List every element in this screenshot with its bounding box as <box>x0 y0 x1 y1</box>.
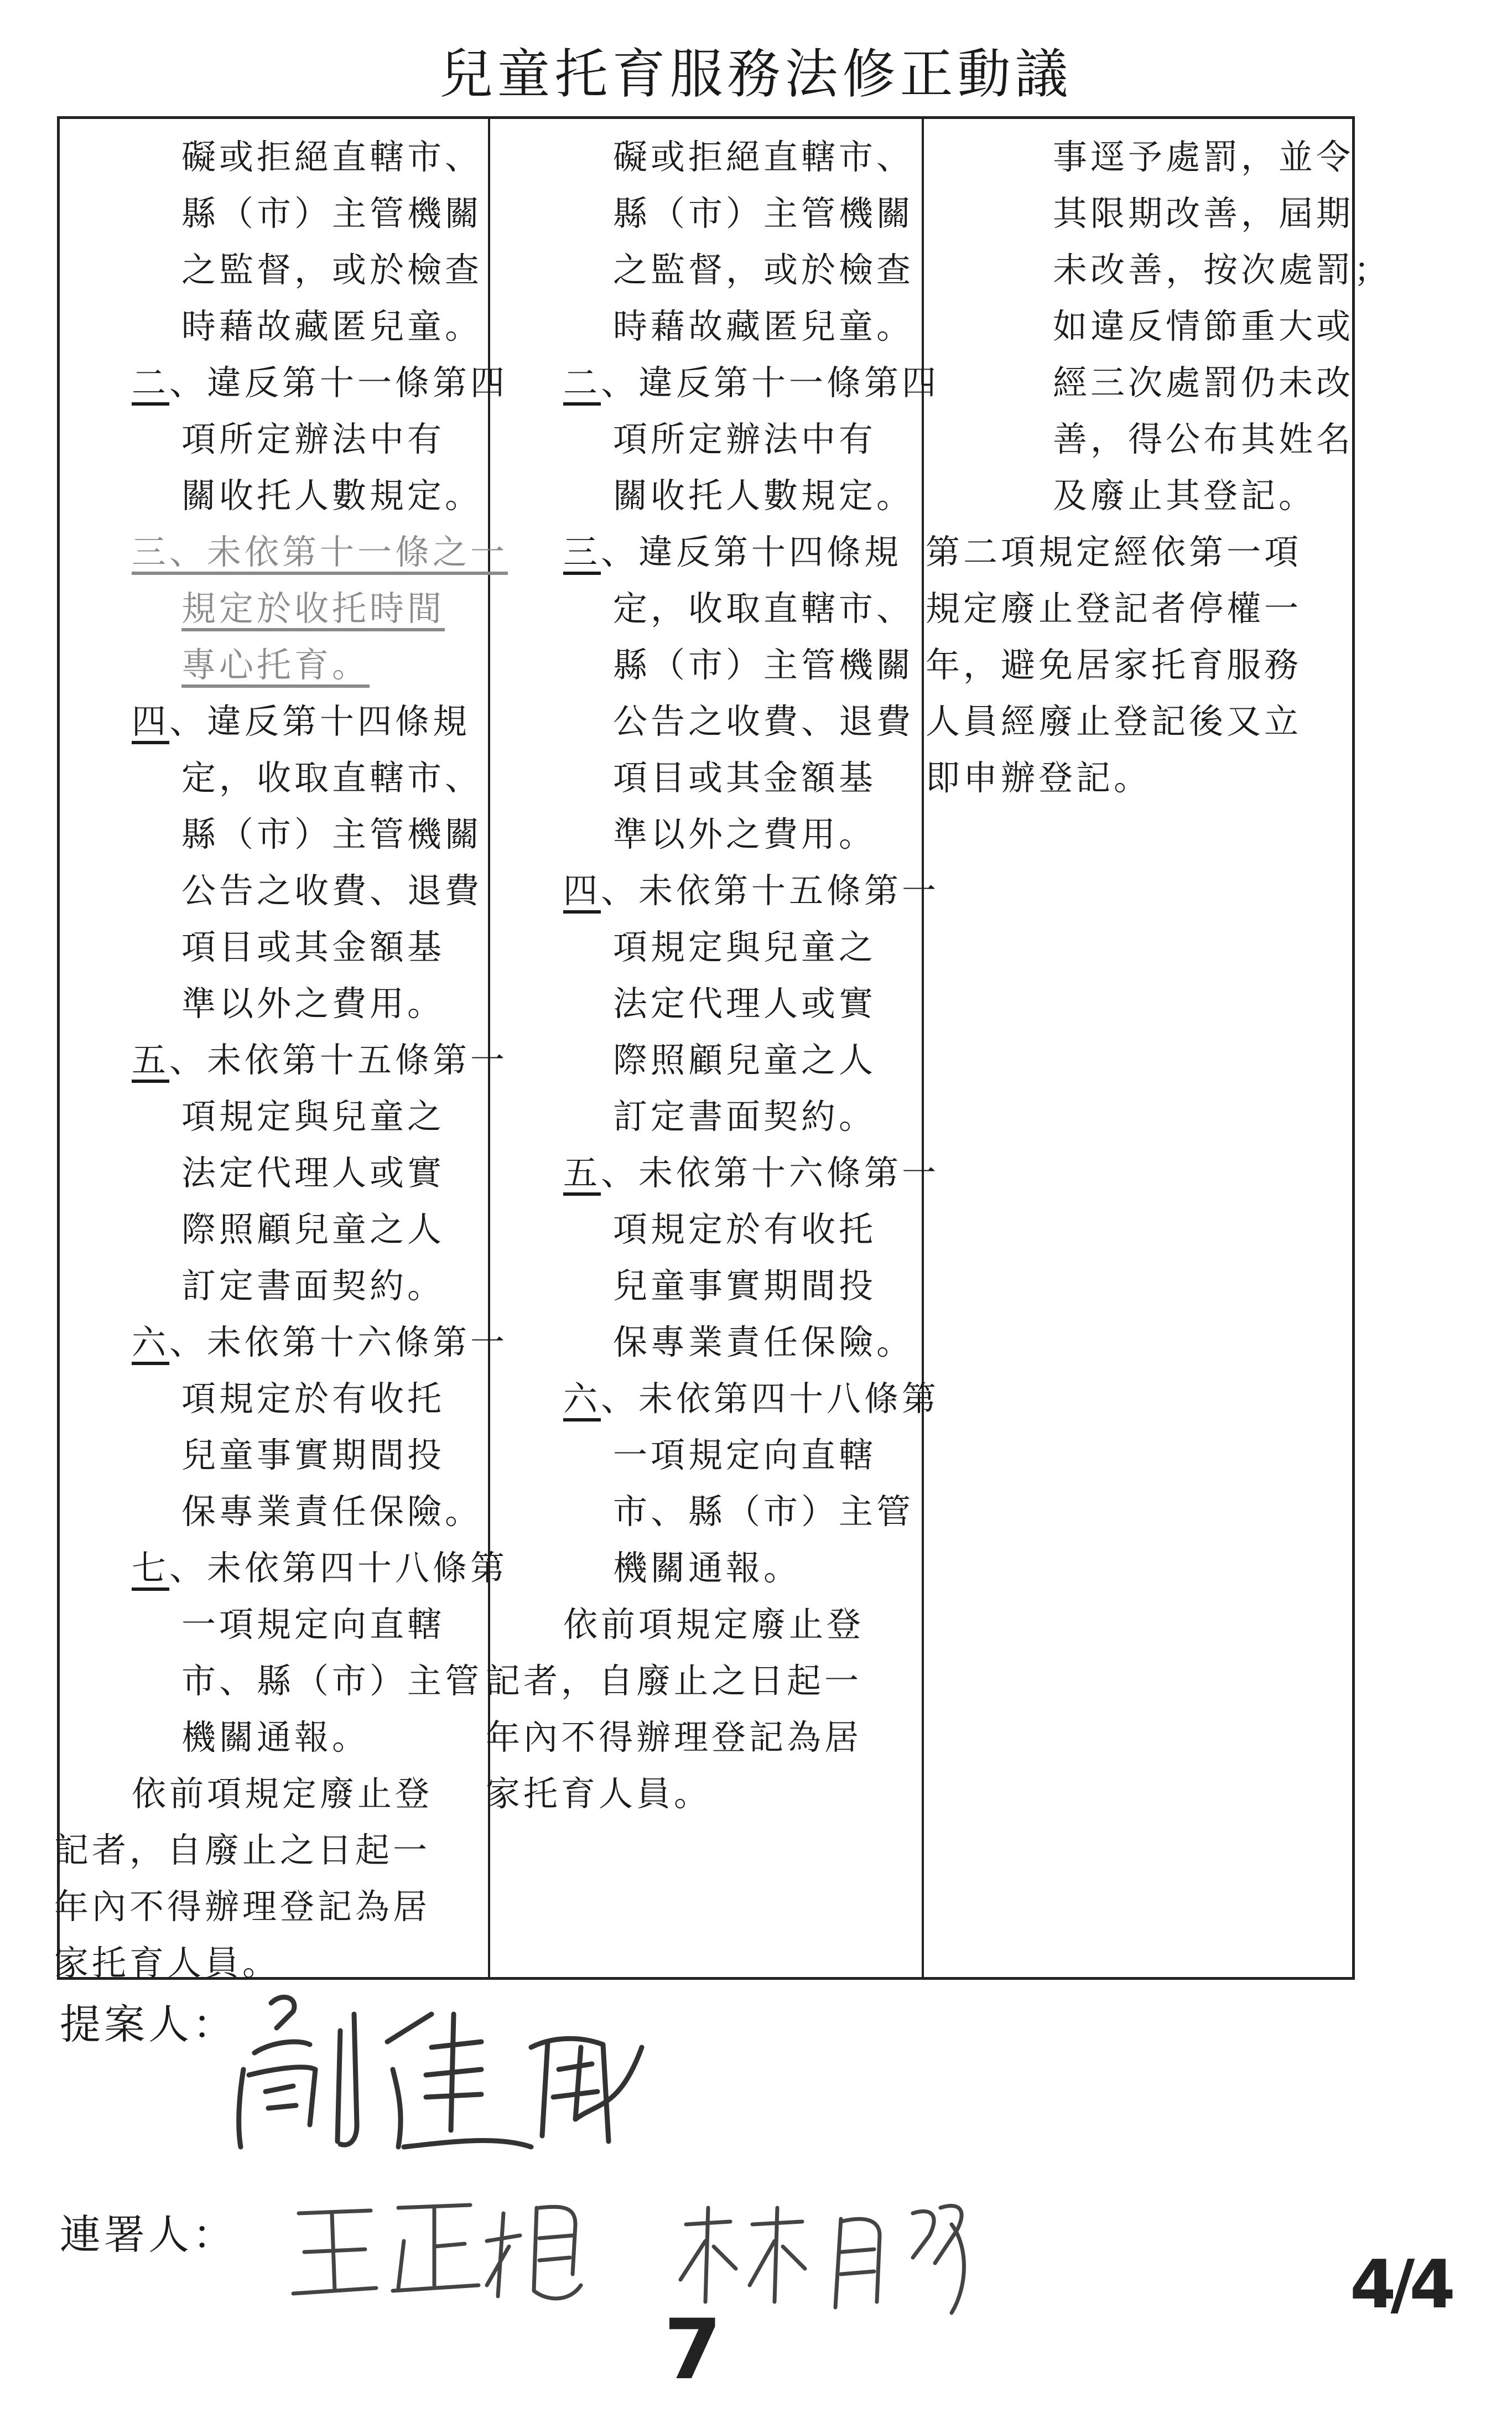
table-line <box>486 185 917 242</box>
table-line <box>486 468 917 524</box>
table-line <box>486 1088 917 1145</box>
table-line <box>54 242 486 298</box>
line-text: 之監督，或於檢查 <box>181 250 483 290</box>
item-number: 六 <box>132 1322 170 1362</box>
line-text: 際照顧兒童之人 <box>181 1209 445 1249</box>
table-line <box>486 637 917 693</box>
amendment-table <box>54 116 1392 1983</box>
proposer-signature <box>221 1981 708 2164</box>
table-line <box>54 637 486 693</box>
line-text: 經三次處罰仍未改 <box>1053 362 1354 403</box>
table-line <box>54 863 486 919</box>
table-line <box>54 1596 486 1653</box>
table-line <box>54 411 486 468</box>
table-line <box>926 693 1357 750</box>
table-line <box>54 1088 486 1145</box>
line-text: 事逕予處罰，並令 <box>1053 137 1354 177</box>
line-text: 保專業責任保險。 <box>613 1322 915 1362</box>
line-text: 人員經廢止登記後又立 <box>926 701 1302 741</box>
table-line <box>486 1483 917 1540</box>
table-line <box>54 693 486 750</box>
table-line <box>54 919 486 976</box>
line-text: 項目或其金額基 <box>613 758 877 798</box>
table-line <box>54 1766 486 1822</box>
table-line <box>54 1314 508 1371</box>
table-line <box>486 919 917 976</box>
page-fraction: 4/4 <box>1350 2247 1450 2323</box>
table-line <box>926 129 1357 185</box>
line-text: 第二項規定經依第一項 <box>926 532 1302 572</box>
line-text: 時藉故藏匿兒童。 <box>181 306 483 346</box>
table-line <box>54 185 486 242</box>
line-text: 項所定辦法中有 <box>181 419 445 459</box>
line-text: 、未依第十六條第一 <box>169 1322 508 1362</box>
table-line <box>926 411 1357 468</box>
page-number: 7 <box>664 2302 722 2398</box>
proposer-label: 提案人： <box>60 2001 237 2048</box>
table-line <box>926 468 1357 524</box>
table-line <box>54 355 508 411</box>
table-line <box>54 750 486 806</box>
document-title: 兒童托育服務法修正動議 <box>439 43 1073 105</box>
table-line <box>926 298 1357 355</box>
line-text: 縣（市）主管機關 <box>181 193 483 234</box>
line-text: 兒童事實期間投 <box>181 1435 445 1475</box>
item-number: 四 <box>132 701 170 741</box>
line-text: 時藉故藏匿兒童。 <box>613 306 915 346</box>
table-line <box>54 1879 486 1935</box>
line-text: 、未依第十一條之一 <box>169 532 508 572</box>
table-line <box>486 1145 940 1201</box>
line-text: 項規定與兒童之 <box>181 1096 445 1137</box>
line-text: 年內不得辦理登記為居 <box>486 1717 862 1757</box>
line-text: 法定代理人或實 <box>613 983 877 1024</box>
item-number: 六 <box>563 1378 601 1419</box>
table-line <box>54 1258 486 1314</box>
line-text: 即申辦登記。 <box>926 758 1152 798</box>
table-line <box>486 976 917 1032</box>
line-text: 法定代理人或實 <box>181 1153 445 1193</box>
table-line <box>486 298 917 355</box>
line-text: 規定於收托時間 <box>181 588 445 629</box>
table-line <box>486 242 917 298</box>
table-line <box>54 1201 486 1258</box>
line-text: 準以外之費用。 <box>181 983 445 1024</box>
table-line <box>486 129 917 185</box>
line-text: 縣（市）主管機關 <box>181 814 483 854</box>
line-text: 及廢止其登記。 <box>1053 475 1317 516</box>
table-line <box>54 1483 486 1540</box>
line-text: 礙或拒絕直轄市、 <box>613 137 915 177</box>
line-text: 未改善，按次處罰； <box>1053 250 1392 290</box>
line-text: 記者，自廢止之日起一 <box>54 1830 431 1870</box>
table-line <box>486 1766 917 1822</box>
line-text: 、違反第十四條規 <box>601 532 902 572</box>
item-number: 二 <box>563 362 601 403</box>
table-line <box>926 580 1357 637</box>
line-text: 如違反情節重大或 <box>1053 306 1354 346</box>
table-line <box>486 411 917 468</box>
line-text: 、違反第十一條第四 <box>169 362 508 403</box>
line-text: 機關通報。 <box>181 1717 370 1757</box>
line-text: 兒童事實期間投 <box>613 1265 877 1306</box>
line-text: 機關通報。 <box>613 1548 802 1588</box>
line-text: 、違反第十四條規 <box>169 701 471 741</box>
table-line <box>54 468 486 524</box>
line-text: 、未依第十五條第一 <box>601 870 940 911</box>
table-line <box>486 1427 917 1483</box>
table-line <box>486 580 917 637</box>
line-text: 定，收取直轄市、 <box>181 758 483 798</box>
line-text: 、未依第四十八條第 <box>169 1548 508 1588</box>
table-line <box>486 806 917 863</box>
line-text: 年，避免居家托育服務 <box>926 645 1302 685</box>
table-line <box>54 580 486 637</box>
table-line <box>486 1032 917 1088</box>
line-text: 規定廢止登記者停權一 <box>926 588 1302 629</box>
table-line <box>486 1653 917 1709</box>
line-text: 記者，自廢止之日起一 <box>486 1661 862 1701</box>
line-text: 、未依第十六條第一 <box>601 1153 940 1193</box>
item-number: 三 <box>563 532 601 572</box>
table-line <box>54 1822 486 1879</box>
line-text: 項規定於有收托 <box>181 1378 445 1419</box>
line-text: 依前項規定廢止登 <box>132 1773 433 1814</box>
line-text: 家托育人員。 <box>54 1943 280 1983</box>
line-text: 定，收取直轄市、 <box>613 588 915 629</box>
table-line <box>926 242 1392 298</box>
table-line <box>926 750 1357 806</box>
table-line <box>54 1371 486 1427</box>
table-line <box>54 298 486 355</box>
line-text: 訂定書面契約。 <box>613 1096 877 1137</box>
line-text: 關收托人數規定。 <box>181 475 483 516</box>
table-line <box>926 355 1357 411</box>
line-text: 際照顧兒童之人 <box>613 1040 877 1080</box>
line-text: 項規定於有收托 <box>613 1209 877 1249</box>
table-line <box>54 976 486 1032</box>
line-text: 關收托人數規定。 <box>613 475 915 516</box>
line-text: 家托育人員。 <box>486 1773 712 1814</box>
table-line <box>486 524 917 580</box>
cosigner-label: 連署人： <box>60 2211 237 2259</box>
table-line <box>486 1540 917 1596</box>
line-text: 公告之收費、退費 <box>181 870 483 911</box>
line-text: 年內不得辦理登記為居 <box>54 1886 431 1927</box>
line-text: 一項規定向直轄 <box>613 1435 877 1475</box>
table-line <box>926 637 1357 693</box>
column-current-text <box>486 129 940 1822</box>
table-line <box>486 863 940 919</box>
line-text: 專心托育。 <box>181 645 370 685</box>
item-number: 七 <box>132 1548 170 1588</box>
table-line <box>486 1314 917 1371</box>
table-line <box>926 524 1357 580</box>
line-text: 公告之收費、退費 <box>613 701 915 741</box>
table-line <box>486 1371 940 1427</box>
item-number: 五 <box>563 1153 601 1193</box>
table-line <box>54 1427 486 1483</box>
line-text: 、未依第四十八條第 <box>601 1378 940 1419</box>
column-explanation <box>926 129 1392 806</box>
table-line <box>486 1201 917 1258</box>
line-text: 之監督，或於檢查 <box>613 250 915 290</box>
line-text: 礙或拒絕直轄市、 <box>181 137 483 177</box>
table-line <box>54 1653 486 1709</box>
table-line <box>54 1540 508 1596</box>
line-text: 市、縣（市）主管 <box>613 1491 915 1532</box>
line-text: 縣（市）主管機關 <box>613 193 915 234</box>
line-text: 其限期改善，屆期 <box>1053 193 1354 234</box>
line-text: 訂定書面契約。 <box>181 1265 445 1306</box>
table-line <box>926 185 1357 242</box>
line-text: 保專業責任保險。 <box>181 1491 483 1532</box>
table-line <box>486 1709 917 1766</box>
item-number: 三 <box>132 532 170 572</box>
table-line <box>54 1145 486 1201</box>
table-line <box>486 1258 917 1314</box>
table-line <box>54 524 508 580</box>
table-line <box>486 750 917 806</box>
table-line <box>486 355 940 411</box>
table-line <box>54 1032 508 1088</box>
item-number: 二 <box>132 362 170 403</box>
line-text: 項目或其金額基 <box>181 927 445 967</box>
item-number: 五 <box>132 1040 170 1080</box>
column-amended-text <box>54 129 508 1991</box>
item-number: 四 <box>563 870 601 911</box>
line-text: 縣（市）主管機關 <box>613 645 915 685</box>
line-text: 市、縣（市）主管 <box>181 1661 483 1701</box>
table-line <box>486 1596 917 1653</box>
line-text: 項所定辦法中有 <box>613 419 877 459</box>
line-text: 準以外之費用。 <box>613 814 877 854</box>
line-text: 、違反第十一條第四 <box>601 362 940 403</box>
table-line <box>54 806 486 863</box>
table-line <box>486 693 917 750</box>
line-text: 一項規定向直轄 <box>181 1604 445 1644</box>
line-text: 、未依第十五條第一 <box>169 1040 508 1080</box>
line-text: 善，得公布其姓名 <box>1053 419 1354 459</box>
table-line <box>54 1709 486 1766</box>
line-text: 項規定與兒童之 <box>613 927 877 967</box>
table-line <box>54 129 486 185</box>
line-text: 依前項規定廢止登 <box>563 1604 865 1644</box>
